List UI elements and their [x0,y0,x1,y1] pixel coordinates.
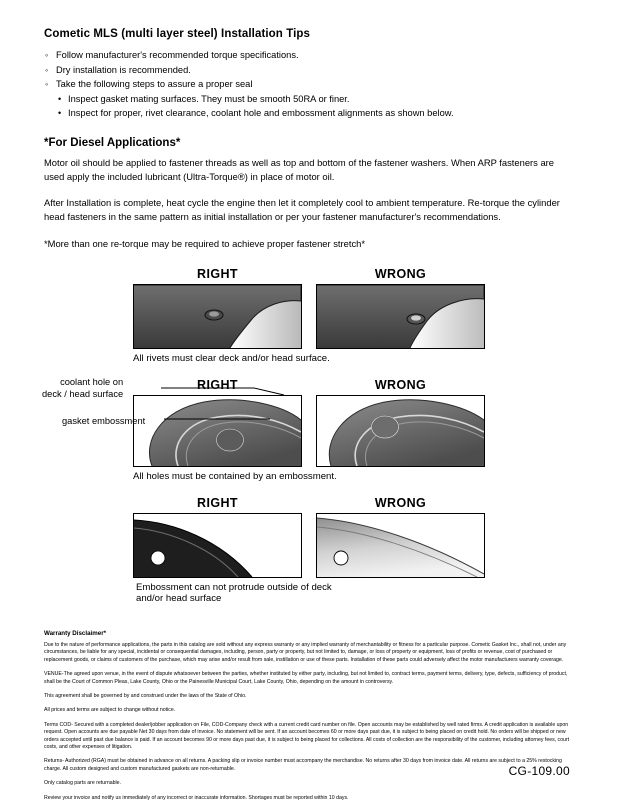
document-number: CG-109.00 [508,764,570,778]
list-item: • Inspect for proper, rivet clearance, coolant hole and embossment alignments as shown below. [58,106,574,121]
figure-row-rivets [44,267,574,349]
figure-image-wrong-rivets [316,284,485,349]
figure-right-protrude [133,496,302,578]
figure-right-rivets [133,267,302,349]
paragraph-heat-cycle: After Installation is complete, heat cycle the engine then let it completely cool to ambient temperature. Re-torque the cylinder head fasteners in the same pattern as initial installation or per your fastener manufacturer's recommendations. [44,197,560,223]
figure-label-wrong: WRONG [374,377,427,392]
warranty-paragraph: All prices and terms are subject to change without notice. [44,707,176,714]
figure-label-right: RIGHT [197,495,238,510]
warranty-paragraph: Review your invoice and notify us immediately of any incorrect or inaccurate information. Shortages must be reported within 10 days. [44,794,349,801]
figure-image-right-holes [133,395,302,467]
list-item: ◦ Dry installation is recommended. [44,63,574,78]
figure-right-holes [133,378,302,467]
figure-image-wrong-holes [316,395,485,467]
figures-section [44,267,574,604]
warranty-section [44,630,574,802]
list-item: ◦ Take the following steps to assure a proper seal [44,77,574,92]
callout-gasket-embossment: gasket embossment [62,415,146,426]
figure-caption-rivets: All rivets must clear deck and/or head surface. [133,352,330,364]
figure-image-wrong-protrude [316,513,485,578]
figure-wrong-holes [316,378,485,467]
figure-image-right-rivets [133,284,302,349]
callout-coolant-hole: coolant hole on deck / head surface [42,376,124,400]
warranty-paragraph: VENUE-The agreed upon venue, in the event of dispute whatsoever between the parties, whether instituted by either party, including, but not limited to, contract terms, payment terms, delivery, type, defects, sufficiency of product, shall be the Court of Common Pleas, Lake County, Ohio or the Painesville Municipal Court, Lake County, Ohio, depending on the amount in controversy. [44,671,568,685]
list-item: ◦ Follow manufacturer's recommended torque specifications. [44,48,574,63]
figure-image-right-protrude [133,513,302,578]
tips-sublist [44,92,574,121]
figure-label-wrong: WRONG [374,266,427,281]
figure-label-right: RIGHT [197,377,238,392]
figure-label-right: RIGHT [197,266,238,281]
figure-row-protrude [44,496,574,578]
paragraph-retorque-note: *More than one re-torque may be required to achieve proper fastener stretch* [44,237,366,249]
caption-wrap-rivets [133,353,485,364]
page-title: Cometic MLS (multi layer steel) Installation Tips [44,28,311,40]
tips-list [44,48,574,92]
caption-wrap-holes [133,471,485,482]
warranty-paragraph: Terms COD- Secured with a completed dealer/jobber application on File, COD-Company check with a current credit card number on file. Open accounts may be established by well rated firms. A credit application is available upon request. Open accounts are due payable Net 30 days from date of invoice. No statement will be sent. If an account becomes 60 or more days past due, it is subject to being placed on credit hold. No orders will be shipped or new orders accepted until past due balance is paid. If an account becomes 90 or more days past due, it is subject to being placed for collections. All costs of collection are the responsibility of the customer, including attorney fees, court costs, and other expenses of litigation. [44,721,570,751]
warranty-paragraph: Only catalog parts are returnable. [44,780,121,787]
warranty-heading: Warranty Disclaimer* [44,629,107,637]
list-item: • Inspect gasket mating surfaces. They must be smooth 50RA or finer. [58,92,574,107]
warranty-paragraph: This agreement shall be governed by and construed under the laws of the State of Ohio. [44,693,247,700]
paragraph-motor-oil: Motor oil should be applied to fastener threads as well as top and bottom of the fastener washers. When ARP fasteners are used apply the included lubricant (Ultra-Torque®) in place of motor oil. [44,156,555,182]
figure-caption-holes: All holes must be contained by an embossment. [133,470,337,482]
diesel-heading: *For Diesel Applications* [44,136,181,149]
figure-label-wrong: WRONG [374,495,427,510]
figure-wrong-protrude [316,496,485,578]
figure-caption-protrude-line2: and/or head surface [136,592,222,604]
figure-caption-protrude-line1: Embossment can not protrude outside of deck [136,581,332,593]
warranty-paragraph: Returns- Authorized (RGA) must be obtained in advance on all returns. A packing slip or invoice number must accompany the merchandise. No returns after 30 days from invoice date. All returns are subject to a 25% restocking charge. All custom designed and custom manufactured gaskets are non-returnable. [44,758,562,772]
caption-wrap-protrude [130,582,488,604]
warranty-paragraph: Due to the nature of performance applications, the parts in this catalog are sold without any express warranty or any implied warranty of merchantability or fitness for a particular purpose. Cometic Gasket Inc., shall not, under any circumstances, be liable for any special, incidental or consequential damages, including, person, party or property, but not limited to, damage, or loss of property or equipment, loss of profits or revenue, cost of purchased or replacement goods, or claims of customers of the purchase, which may arise and/or result from sale, instillation or use of these parts. Installation of these parts could adversely affect the motor manufacturers warranty coverage. [44,641,567,663]
figure-row-holes [44,378,574,467]
figure-wrong-rivets [316,267,485,349]
